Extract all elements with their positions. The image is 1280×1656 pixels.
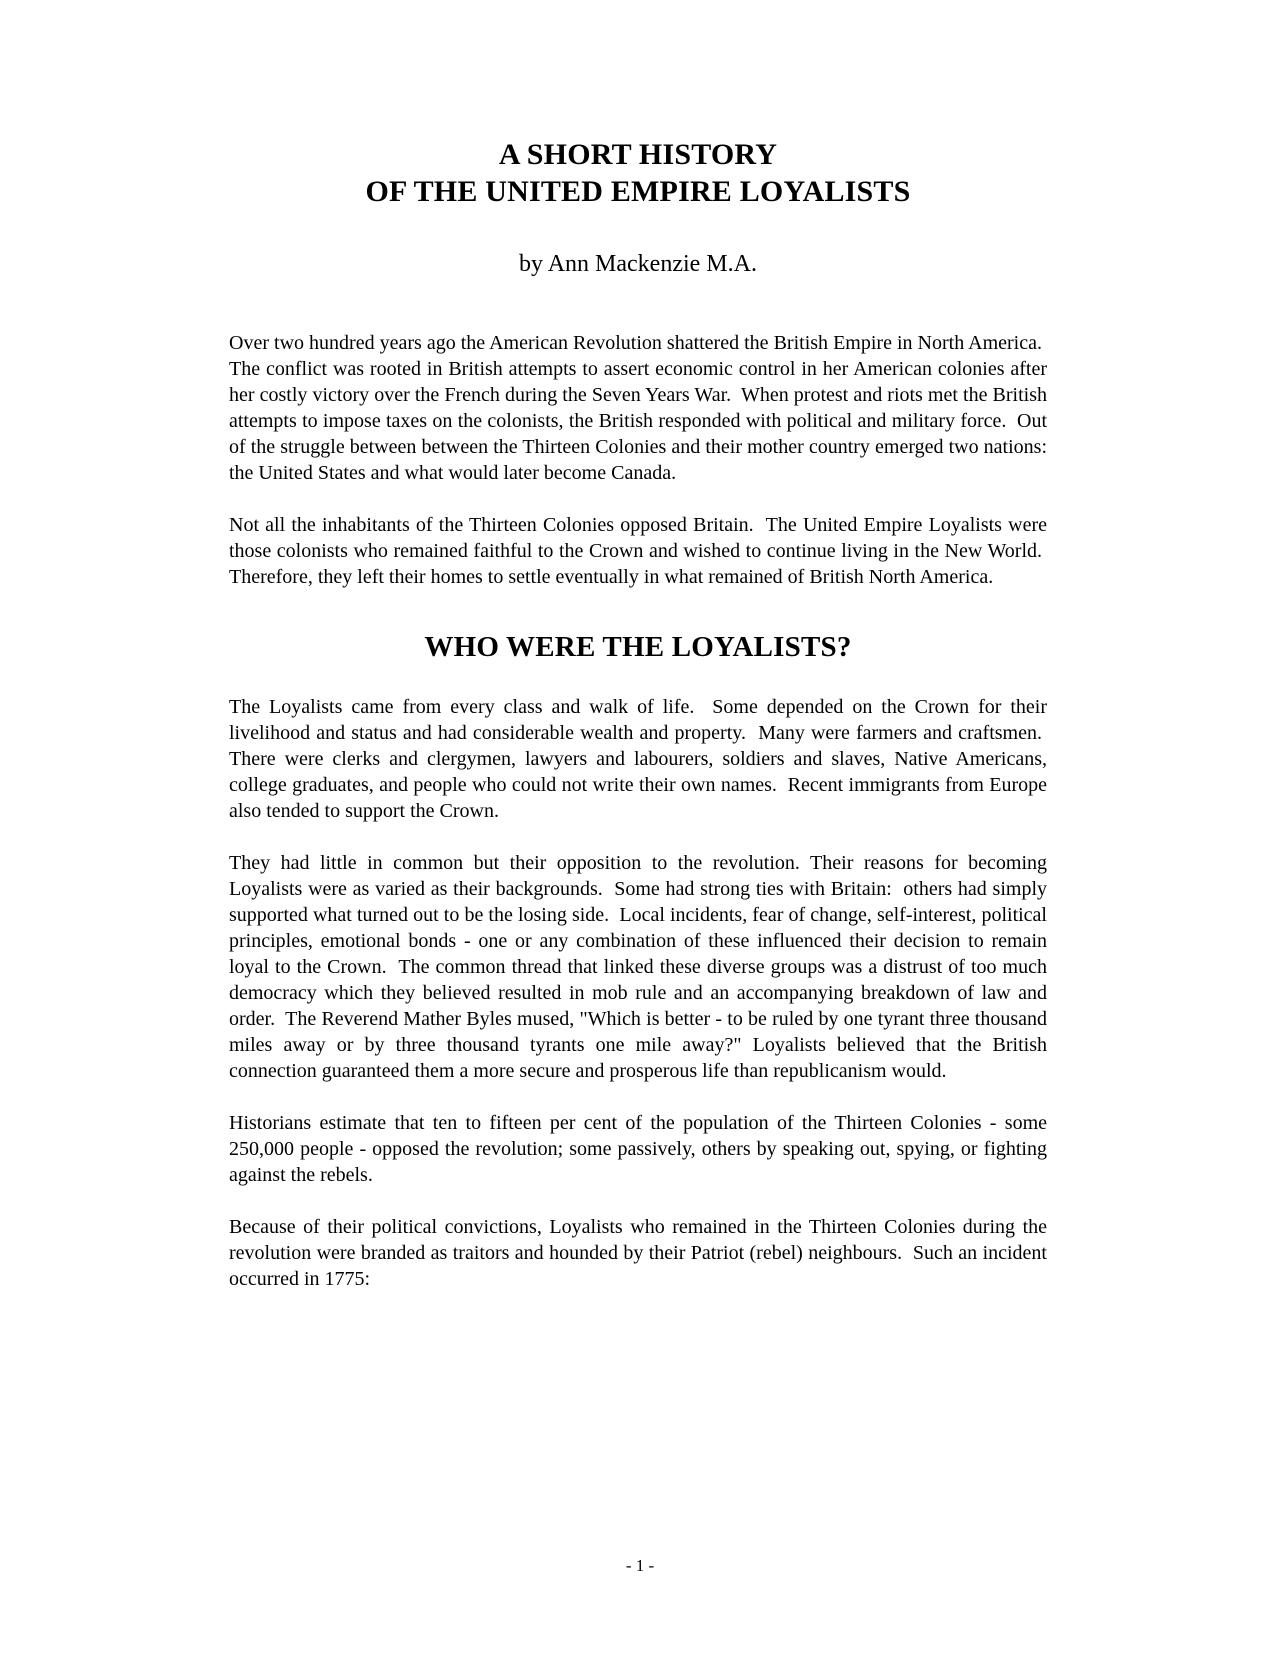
paragraph-intro-1: Over two hundred years ago the American Revolution shattered the British Empire in North America. The conflict was rooted in British attempts to assert economic control in her American colonies after her costly victory over the French during the Seven Years War. When protest and riots met the British attempts to impose taxes on the colonists, the British responded with political and military force. Out of the struggle between between the Thirteen Colonies and their mother country emerged two nations: the United States and what would later become Canada. <box>229 332 1047 484</box>
title-line-1: A SHORT HISTORY <box>498 138 778 171</box>
document-title <box>229 136 1047 210</box>
title-line-2: OF THE UNITED EMPIRE LOYALISTS <box>365 175 911 208</box>
section-heading-who-were-the-loyalists: WHO WERE THE LOYALISTS? <box>424 631 852 663</box>
paragraph-intro-2: Not all the inhabitants of the Thirteen Colonies opposed Britain. The United Empire Loyalists were those colonists who remained faithful to the Crown and wished to continue living in the New World. Therefore, they left their homes to settle eventually in what remained of British North America. <box>229 514 1047 588</box>
text-column <box>229 0 1047 1318</box>
paragraph-section-1: The Loyalists came from every class and walk of life. Some depended on the Crown for their livelihood and status and had considerable wealth and property. Many were farmers and craftsmen. There were clerks and clergymen, lawyers and labourers, soldiers and slaves, Native Americans, college graduates, and people who could not write their own names. Recent immigrants from Europe also tended to support the Crown. <box>229 696 1047 822</box>
page-number: - 1 - <box>625 1556 655 1575</box>
paragraph-section-3: Historians estimate that ten to fifteen per cent of the population of the Thirteen Colonies - some 250,000 people - opposed the revolution; some passively, others by speaking out, spying, or fighting against the rebels. <box>229 1112 1047 1186</box>
byline: by Ann Mackenzie M.A. <box>519 251 757 277</box>
paragraph-section-4: Because of their political convictions, Loyalists who remained in the Thirteen Colonies during the revolution were branded as traitors and hounded by their Patriot (rebel) neighbours. Such an incident occurred in 1775: <box>229 1216 1047 1290</box>
paragraph-section-2: They had little in common but their opposition to the revolution. Their reasons for becoming Loyalists were as varied as their backgrounds. Some had strong ties with Britain: others had simply supported what turned out to be the losing side. Local incidents, fear of change, self-interest, political principles, emotional bonds - one or any combination of these influenced their decision to remain loyal to the Crown. The common thread that linked these diverse groups was a distrust of too much democracy which they believed resulted in mob rule and an accompanying breakdown of law and order. The Reverend Mather Byles mused, "Which is better - to be ruled by one tyrant three thousand miles away or by three thousand tyrants one mile away?" Loyalists believed that the British connection guaranteed them a more secure and prosperous life than republicanism would. <box>229 852 1047 1082</box>
